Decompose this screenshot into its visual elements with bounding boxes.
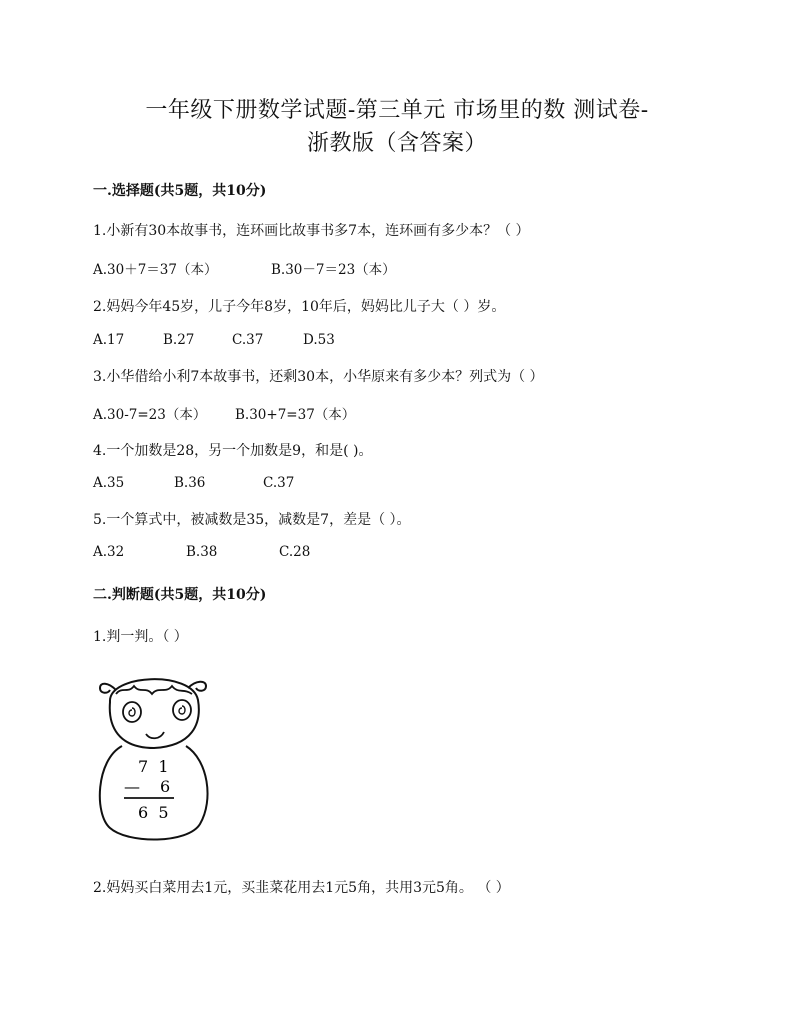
option-a[interactable]: A.32 — [93, 544, 125, 560]
question-2-2: 2.妈妈买白菜用去1元，买韭菜花用去1元5角，共用3元5角。 （ ） — [93, 880, 510, 896]
section-heading-judgement: 二.判断题(共5题，共10分) — [93, 587, 267, 603]
mouth — [146, 732, 164, 738]
right-eye-swirl — [179, 706, 185, 714]
question-1-3: 3.小华借给小利7本故事书，还剩30本，小华原来有多少本？列式为（ ） — [93, 369, 544, 385]
minus-sign: — — [124, 777, 140, 796]
question-1-5: 5.一个算式中，被减数是35，减数是7，差是（ ）。 — [93, 512, 411, 528]
section-heading-choice: 一.选择题(共5题，共10分) — [93, 183, 267, 199]
left-eye — [123, 702, 141, 722]
option-a[interactable]: A.35 — [93, 475, 125, 491]
option-b[interactable]: B.30－7＝23（本） — [271, 262, 396, 278]
option-c[interactable]: C.37 — [232, 332, 264, 348]
hair — [116, 686, 192, 694]
subtrahend-digit: 6 — [160, 777, 171, 796]
document-title-line1: 一年级下册数学试题-第三单元 市场里的数 测试卷- — [145, 98, 649, 123]
document-title-line2: 浙教版（含答案） — [306, 131, 487, 156]
question-1-4: 4.一个加数是28，另一个加数是9，和是( )。 — [93, 443, 373, 459]
question-1-2: 2.妈妈今年45岁，儿子今年8岁，10年后，妈妈比儿子大（ ）岁。 — [93, 299, 506, 315]
option-a[interactable]: A.30-7=23（本） — [93, 407, 207, 423]
right-eye — [173, 700, 191, 720]
option-a[interactable]: A.30＋7＝37（本） — [93, 262, 218, 278]
option-b[interactable]: B.30+7=37（本） — [235, 407, 356, 423]
option-c[interactable]: C.37 — [263, 475, 295, 491]
cartoon-figure-subtraction — [88, 664, 218, 844]
option-d[interactable]: D.53 — [303, 332, 335, 348]
cartoon-drawing — [88, 664, 218, 844]
top-digits: 7 1 — [138, 757, 169, 776]
option-c[interactable]: C.28 — [279, 544, 311, 560]
result-digits: 6 5 — [138, 803, 169, 822]
option-b[interactable]: B.27 — [163, 332, 195, 348]
option-a[interactable]: A.17 — [93, 332, 125, 348]
left-eye-swirl — [129, 708, 135, 716]
option-b[interactable]: B.36 — [174, 475, 206, 491]
question-1-1: 1.小新有30本故事书，连环画比故事书多7本，连环画有多少本？（ ） — [93, 223, 530, 239]
question-2-1: 1.判一判。（ ） — [93, 629, 188, 645]
option-b[interactable]: B.38 — [186, 544, 218, 560]
